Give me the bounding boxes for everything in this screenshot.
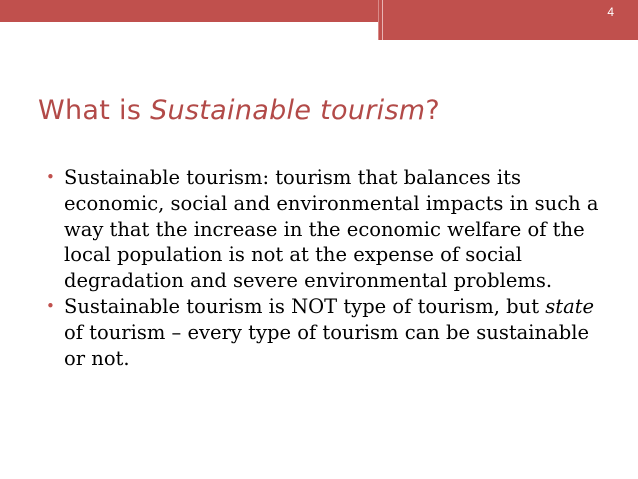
title-emphasis: Sustainable tourism bbox=[150, 95, 426, 126]
title-suffix: ? bbox=[425, 95, 441, 126]
bullet-text: Sustainable tourism: tourism that balances its economic, social and environmental impacts in such a way that the increase in the economic welfare of the local population is not at the expense of social degradation and severe environmental problems. bbox=[64, 166, 599, 293]
slide-number: 4 bbox=[607, 5, 614, 19]
bullet-text bbox=[64, 295, 594, 370]
bullet-icon: • bbox=[46, 168, 55, 186]
title-prefix: What is bbox=[38, 95, 151, 126]
bullet-text-after: of tourism – every type of tourism can be sustainable or not. bbox=[64, 320, 589, 370]
bullet-text-before: Sustainable tourism is NOT type of tourism, but bbox=[64, 294, 546, 318]
header-tab bbox=[378, 0, 638, 40]
bullet-icon: • bbox=[46, 296, 55, 315]
slide-body bbox=[46, 165, 616, 371]
bullet-text-emphasis: state bbox=[545, 294, 595, 318]
slide-title bbox=[38, 95, 440, 126]
bullet-item bbox=[46, 294, 616, 371]
header-tab-divider bbox=[382, 0, 383, 40]
bullet-item bbox=[46, 165, 616, 294]
